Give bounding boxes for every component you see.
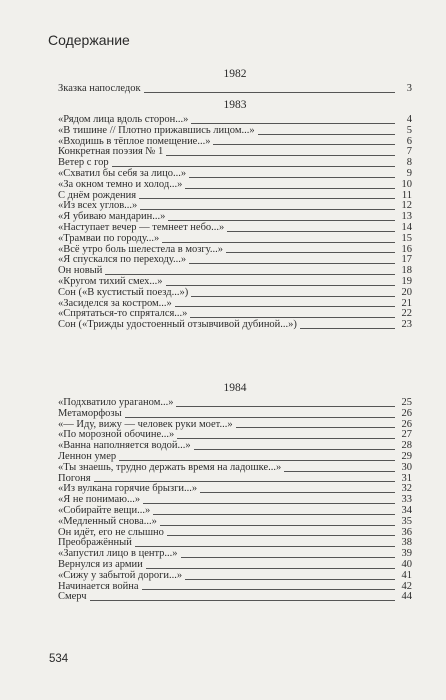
entry-page-number: 33 [401,494,412,506]
leader-line [226,252,395,253]
entry-title: Преображённый [58,537,132,549]
entry-page-number: 23 [401,319,412,331]
leader-line [236,427,395,428]
entry-page-number: 5 [406,124,412,136]
entry-title: Он идёт, его не слышно [58,526,164,538]
entry-page-number: 9 [406,167,412,179]
entry-title: Метаморфозы [58,407,122,419]
entry-page-number: 11 [401,189,412,201]
leader-line [181,557,395,558]
entry-title: Зказка напоследок [58,83,141,94]
entry-title: Смерч [58,591,87,603]
entry-title: Сон («В кустистый поезд...») [58,286,189,298]
toc-entry [58,517,412,528]
entry-title: Погоня [58,472,91,484]
toc-entry [58,84,412,95]
entry-page-number: 20 [401,286,412,298]
entry-title: «Засиделся за костром...» [58,297,172,309]
entry-page-number: 3 [406,83,412,94]
entry-title: Сон («Трижды удостоенный отзывчивой дубиной...») [58,319,297,331]
entry-title: «Всё утро боль шелестела в мозгу...» [58,243,223,255]
entry-title: Конкретная поэзия № 1 [58,146,164,158]
entry-page-number: 36 [401,526,412,538]
entry-page-number: 38 [401,537,412,549]
entry-page-number: 4 [406,114,412,125]
entry-page-number: 26 [401,418,412,430]
entry-title: Он новый [58,265,103,277]
entry-title: «Схватил бы себя за лицо...» [58,167,187,179]
toc-entry [58,320,412,331]
leader-line [189,263,395,264]
section-1984 [58,382,412,603]
entry-title: «Спрятаться-то спрятался...» [58,308,188,320]
entry-page-number: 44 [401,591,412,603]
entry-page-number: 35 [401,515,412,527]
entry-page-number: 42 [401,580,412,592]
entry-title: «Собирайте вещи...» [58,504,151,516]
entry-title: «За окном темно и холод...» [58,178,183,190]
section-year: 1982 [223,68,247,80]
section-1983 [58,99,412,331]
entry-page-number: 14 [401,221,412,233]
entry-page-number: 17 [401,254,412,266]
entry-page-number: 19 [401,275,412,287]
entry-title: «Наступает вечер — темнеет небо...» [58,221,225,233]
entry-title: «— Иду, вижу — человек руки моет...» [58,418,233,430]
leader-line [168,220,395,221]
leader-line [185,188,395,189]
leader-line [153,514,395,515]
entry-title: «Сижу у забытой дороги...» [58,569,183,581]
entry-page-number: 31 [401,472,412,484]
toc-entry [58,234,412,245]
leader-line [146,568,395,569]
entry-page-number: 8 [406,157,412,169]
toc-entry [58,147,412,158]
section-year: 1984 [223,382,247,394]
leader-line [94,481,395,482]
leader-line [284,471,395,472]
toc-entry [58,126,412,137]
leader-line [213,144,395,145]
leader-line [185,579,395,580]
entry-page-number: 22 [401,308,412,320]
toc-entry [58,255,412,266]
leader-line [258,134,395,135]
entry-title: «Входишь в тёплое помещение...» [58,135,211,147]
leader-line [194,449,395,450]
leader-line [142,589,395,590]
entry-title: «Я не понимаю...» [58,494,141,506]
leader-line [189,177,395,178]
leader-line [191,123,395,124]
entry-title: Начинается война [58,580,139,592]
entry-title: «По морозной обочине...» [58,429,175,441]
leader-line [119,460,395,461]
entry-title: «Подхватило ураганом...» [58,397,174,408]
entry-page-number: 6 [406,135,412,147]
toc-entry [58,409,412,420]
entry-title: Ветер с гор [58,157,109,169]
entry-title: Вернулся из армии [58,558,143,570]
leader-line [166,155,395,156]
leader-line [105,274,395,275]
entry-page-number: 15 [401,232,412,244]
leader-line [191,296,395,297]
toc-entry [58,463,412,474]
toc-entry [58,288,412,299]
entry-page-number: 18 [401,265,412,277]
entry-page-number: 26 [401,407,412,419]
leader-line [190,317,395,318]
section-year: 1983 [223,99,247,111]
entry-page-number: 25 [401,397,412,408]
leader-line [177,438,395,439]
leader-line [176,406,395,407]
leader-line [143,503,395,504]
leader-line [166,285,395,286]
page-number: 534 [49,653,69,665]
entry-title: «Рядом лица вдоль сторон...» [58,114,189,125]
entry-page-number: 39 [401,548,412,560]
entry-title: «Ты знаешь, трудно держать время на ладошке...» [58,461,282,473]
entry-title: «Ванна наполняется водой...» [58,440,191,452]
entry-title: «Из вулкана горячие брызги...» [58,483,198,495]
entry-title: «Я спускался по переходу...» [58,254,187,266]
leader-line [167,535,395,536]
entry-page-number: 30 [401,461,412,473]
entry-page-number: 21 [401,297,412,309]
entry-page-number: 12 [401,200,412,212]
toc-entry [58,582,412,593]
leader-line [300,328,395,329]
entry-page-number: 34 [401,504,412,516]
entry-title: С днём рождения [58,189,137,201]
leader-line [135,546,395,547]
entry-page-number: 41 [401,569,412,581]
leader-line [144,92,395,93]
leader-line [112,166,395,167]
toc-entry [58,180,412,191]
entry-page-number: 27 [401,429,412,441]
entry-page-number: 10 [401,178,412,190]
leader-line [162,242,395,243]
entry-title: «В тишине // Плотно прижавшись лицом...» [58,124,255,136]
entry-page-number: 13 [401,211,412,223]
leader-line [160,525,395,526]
entry-page-number: 7 [406,146,412,158]
section-1982 [58,68,412,95]
leader-line [227,231,395,232]
entry-page-number: 32 [401,483,412,495]
entry-title: «Я убиваю мандарин...» [58,211,166,223]
entry-title: «Кругом тихий смех...» [58,275,163,287]
entry-page-number: 40 [401,558,412,570]
toc-entry [58,571,412,582]
entry-title: «Медленный снова...» [58,515,157,527]
entry-page-number: 16 [401,243,412,255]
leader-line [139,198,395,199]
entry-title: Леннон умер [58,450,117,462]
leader-line [175,306,395,307]
entry-title: «Трамваи по городу...» [58,232,160,244]
entry-title: «Запустил лицо в центр...» [58,548,178,560]
leader-line [200,492,395,493]
entry-title: «Из всех углов...» [58,200,138,212]
leader-line [125,417,395,418]
entry-page-number: 28 [401,440,412,452]
page-title: Содержание [48,32,130,48]
entry-page-number: 29 [401,450,412,462]
toc-entry [58,592,412,603]
leader-line [90,600,395,601]
leader-line [140,209,395,210]
